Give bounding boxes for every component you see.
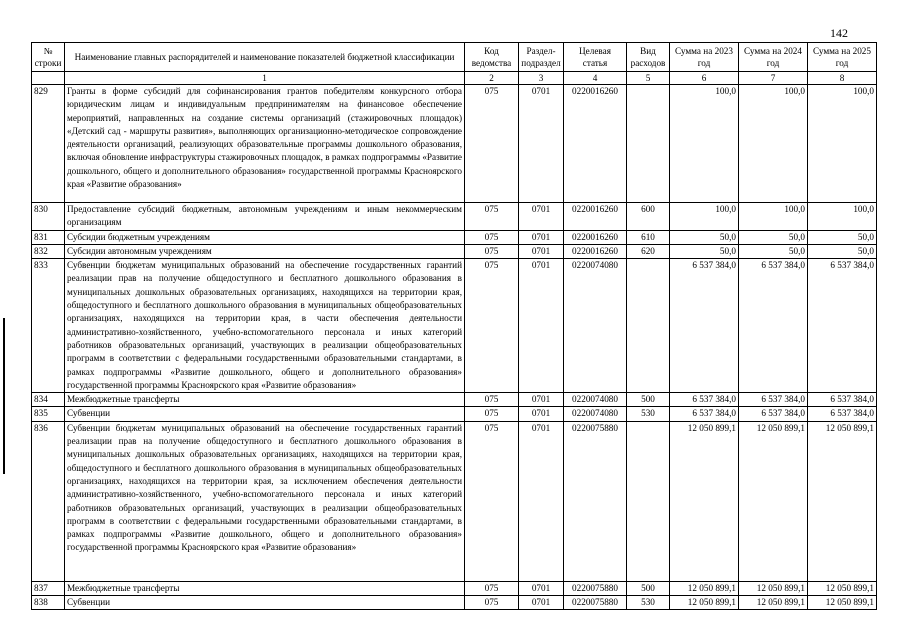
page-number: 142 [830, 26, 848, 40]
row-sum-2025: 12 050 899,1 [808, 581, 877, 595]
row-sum-2023: 6 537 384,0 [670, 407, 739, 421]
row-sum-2024: 100,0 [739, 203, 808, 231]
table-row [32, 230, 877, 244]
row-dept: 075 [465, 259, 519, 393]
col-number: 4 [564, 72, 627, 85]
row-section: 0701 [519, 581, 564, 595]
header-name: Наименование главных распорядителей и наименование показателей бюджетной классификации [65, 43, 465, 72]
row-sum-2024: 12 050 899,1 [739, 596, 808, 610]
row-sum-2023: 6 537 384,0 [670, 393, 739, 407]
row-section: 0701 [519, 421, 564, 581]
row-target: 0220016260 [564, 85, 627, 203]
table-row [32, 421, 877, 581]
row-dept: 075 [465, 596, 519, 610]
row-number: 832 [32, 244, 65, 258]
header-target: Целевая статья [564, 43, 627, 72]
row-sum-2023: 100,0 [670, 203, 739, 231]
row-sum-2025: 6 537 384,0 [808, 393, 877, 407]
row-section: 0701 [519, 407, 564, 421]
margin-mark [3, 318, 5, 474]
row-number: 831 [32, 230, 65, 244]
row-sum-2024: 50,0 [739, 244, 808, 258]
row-dept: 075 [465, 230, 519, 244]
row-sum-2023: 100,0 [670, 85, 739, 203]
row-dept: 075 [465, 581, 519, 595]
row-name: Межбюджетные трансферты [65, 581, 465, 595]
col-number: 2 [465, 72, 519, 85]
budget-table [31, 42, 877, 610]
header-sum-2024: Сумма на 2024 год [739, 43, 808, 72]
row-name: Межбюджетные трансферты [65, 393, 465, 407]
row-section: 0701 [519, 393, 564, 407]
row-sum-2024: 100,0 [739, 85, 808, 203]
row-dept: 075 [465, 203, 519, 231]
row-dept: 075 [465, 85, 519, 203]
row-number: 835 [32, 407, 65, 421]
table-row [32, 244, 877, 258]
header-row-num: № строки [32, 43, 65, 72]
table-row [32, 596, 877, 610]
row-type: 500 [627, 581, 670, 595]
row-target: 0220016260 [564, 244, 627, 258]
row-name: Субсидии автономным учреждениям [65, 244, 465, 258]
row-type [627, 421, 670, 581]
header-row [32, 43, 877, 72]
row-name: Субвенции [65, 596, 465, 610]
row-sum-2023: 50,0 [670, 230, 739, 244]
row-number: 838 [32, 596, 65, 610]
row-number: 836 [32, 421, 65, 581]
row-sum-2025: 12 050 899,1 [808, 421, 877, 581]
row-name: Субвенции бюджетам муниципальных образований на обеспечение государственных гарантий реализации прав на получение общедоступного и бесплатного дошкольного образования в муниципальных дошкольных образовательных организациях, находящихся на территории края, общедоступного и бесплатного дошкольного образования в муниципальных общеобразовательных организациях, находящихся на территории края, за исключением обеспечения деятельности административно-хозяйственного, учебно-вспомогательного персонала и иных категорий работников образовательных организаций, участвующих в реализации общеобразовательных программ в соответствии с федеральными государственными образовательными стандартами, в рамках подпрограммы «Развитие дошкольного, общего и дополнительного образования» государственной программы Красноярского края «Развитие образования» [65, 421, 465, 581]
row-sum-2023: 12 050 899,1 [670, 421, 739, 581]
row-name: Гранты в форме субсидий для софинансирования грантов победителям конкурсного отбора юридическим лицам и индивидуальным предпринимателям на финансовое обеспечение мероприятий, направленных на создание системы организаций (стажировочных площадок) «Детский сад - маршруты развития», выполняющих организационно-методическое сопровождение деятельности организаций, реализующих образовательные программы дошкольного образования, включая обновление инфраструктуры стажировочных площадок, в рамках подпрограммы «Развитие дошкольного, общего и дополнительного образования» государственной программы Красноярского края «Развитие образования» [65, 85, 465, 203]
table-row [32, 407, 877, 421]
row-name: Субвенции [65, 407, 465, 421]
row-sum-2024: 12 050 899,1 [739, 421, 808, 581]
col-number: 8 [808, 72, 877, 85]
row-dept: 075 [465, 407, 519, 421]
row-type: 530 [627, 596, 670, 610]
row-number: 834 [32, 393, 65, 407]
row-number: 829 [32, 85, 65, 203]
table-row [32, 85, 877, 203]
row-target: 0220075880 [564, 421, 627, 581]
row-type [627, 259, 670, 393]
row-sum-2025: 100,0 [808, 203, 877, 231]
row-type: 530 [627, 407, 670, 421]
row-target: 0220016260 [564, 230, 627, 244]
row-sum-2025: 12 050 899,1 [808, 596, 877, 610]
header-section: Раздел-подраздел [519, 43, 564, 72]
row-section: 0701 [519, 259, 564, 393]
row-number: 837 [32, 581, 65, 595]
row-section: 0701 [519, 244, 564, 258]
row-dept: 075 [465, 421, 519, 581]
row-sum-2024: 50,0 [739, 230, 808, 244]
col-number: 7 [739, 72, 808, 85]
table-row [32, 203, 877, 231]
row-dept: 075 [465, 244, 519, 258]
row-sum-2025: 6 537 384,0 [808, 407, 877, 421]
row-section: 0701 [519, 230, 564, 244]
row-section: 0701 [519, 596, 564, 610]
row-number: 830 [32, 203, 65, 231]
header-sum-2023: Сумма на 2023 год [670, 43, 739, 72]
header-expense-type: Вид расходов [627, 43, 670, 72]
row-sum-2025: 50,0 [808, 244, 877, 258]
row-section: 0701 [519, 203, 564, 231]
table-row [32, 581, 877, 595]
row-target: 0220016260 [564, 203, 627, 231]
col-number: 5 [627, 72, 670, 85]
row-sum-2024: 6 537 384,0 [739, 393, 808, 407]
row-sum-2024: 6 537 384,0 [739, 259, 808, 393]
row-sum-2025: 50,0 [808, 230, 877, 244]
col-number: 1 [65, 72, 465, 85]
row-type: 620 [627, 244, 670, 258]
col-number [32, 72, 65, 85]
col-number: 6 [670, 72, 739, 85]
row-type [627, 85, 670, 203]
header-dept-code: Код ведомства [465, 43, 519, 72]
column-number-row [32, 72, 877, 85]
row-target: 0220074080 [564, 259, 627, 393]
row-type: 610 [627, 230, 670, 244]
col-number: 3 [519, 72, 564, 85]
row-number: 833 [32, 259, 65, 393]
row-target: 0220074080 [564, 393, 627, 407]
row-section: 0701 [519, 85, 564, 203]
row-sum-2023: 12 050 899,1 [670, 596, 739, 610]
row-sum-2024: 12 050 899,1 [739, 581, 808, 595]
row-target: 0220074080 [564, 407, 627, 421]
row-target: 0220075880 [564, 596, 627, 610]
row-sum-2025: 100,0 [808, 85, 877, 203]
row-name: Субвенции бюджетам муниципальных образований на обеспечение государственных гарантий реализации прав на получение общедоступного и бесплатного дошкольного образования в муниципальных дошкольных образовательных организациях, находящихся на территории края, общедоступного и бесплатного дошкольного образования в муниципальных общеобразовательных организациях, находящихся на территории края, в части обеспечения деятельности административно-хозяйственного, учебно-вспомогательного персонала и иных категорий работников образовательных организаций, участвующих в реализации общеобразовательных программ в соответствии с федеральными государственными образовательными стандартами, в рамках подпрограммы «Развитие дошкольного, общего и дополнительного образования» государственной программы Красноярского края «Развитие образования» [65, 259, 465, 393]
table-row [32, 259, 877, 393]
row-sum-2025: 6 537 384,0 [808, 259, 877, 393]
row-target: 0220075880 [564, 581, 627, 595]
header-sum-2025: Сумма на 2025 год [808, 43, 877, 72]
row-type: 600 [627, 203, 670, 231]
row-sum-2023: 12 050 899,1 [670, 581, 739, 595]
row-sum-2024: 6 537 384,0 [739, 407, 808, 421]
row-name: Предоставление субсидий бюджетным, автономным учреждениям и иным некоммерческим организациям [65, 203, 465, 231]
row-sum-2023: 50,0 [670, 244, 739, 258]
table-row [32, 393, 877, 407]
row-type: 500 [627, 393, 670, 407]
row-sum-2023: 6 537 384,0 [670, 259, 739, 393]
row-name: Субсидии бюджетным учреждениям [65, 230, 465, 244]
row-dept: 075 [465, 393, 519, 407]
